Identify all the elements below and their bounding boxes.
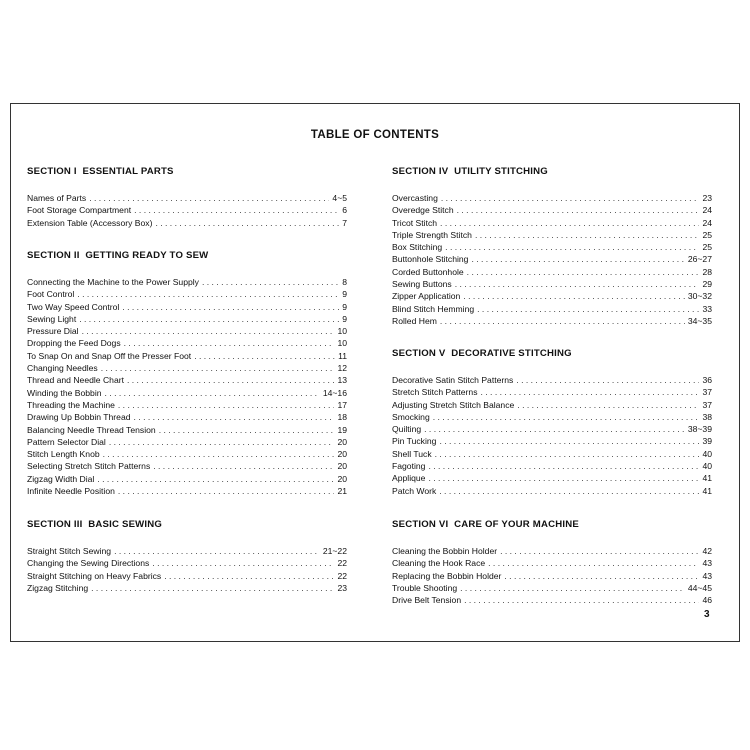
toc-entry-label: Trouble Shooting	[392, 582, 458, 593]
dot-leader	[440, 316, 685, 326]
dot-leader	[516, 375, 699, 385]
toc-entry	[27, 289, 347, 301]
toc-entry-label: Dropping the Feed Dogs	[27, 338, 121, 349]
dot-leader	[481, 387, 700, 397]
toc-entry	[27, 461, 347, 473]
toc-entry-page: 28	[702, 266, 712, 277]
toc-entry	[392, 218, 712, 230]
toc-entry	[27, 546, 347, 558]
entry-list	[392, 193, 712, 328]
page-title: TABLE OF CONTENTS	[310, 129, 440, 141]
toc-entry	[27, 412, 347, 424]
dot-leader	[79, 314, 339, 324]
toc-entry-page: 19	[337, 424, 347, 435]
toc-entry-label: Zipper Application	[392, 291, 461, 302]
dot-leader	[428, 461, 699, 471]
toc-entry	[27, 302, 347, 314]
section-number: SECTION III	[27, 519, 83, 530]
toc-entry	[392, 486, 712, 498]
dot-leader	[82, 326, 335, 336]
section-title: ESSENTIAL PARTS	[82, 166, 174, 177]
toc-entry-page: 29	[702, 279, 712, 290]
toc-entry-label: Selecting Stretch Stitch Patterns	[27, 461, 151, 472]
toc-entry	[392, 461, 712, 473]
toc-entry-page: 6	[342, 205, 347, 216]
section-number: SECTION VI	[392, 519, 449, 530]
dot-leader	[435, 449, 700, 459]
dot-leader	[488, 558, 699, 568]
toc-entry-page: 42	[702, 546, 712, 556]
toc-entry-label: Patch Work	[392, 485, 437, 496]
toc-entry-label: Drawing Up Bobbin Thread	[27, 412, 131, 423]
toc-entry	[392, 230, 712, 242]
dot-leader	[91, 583, 334, 593]
toc-entry-label: Balancing Needle Thread Tension	[27, 424, 156, 435]
dot-leader	[441, 193, 700, 203]
dot-leader	[504, 571, 699, 581]
toc-entry-page: 25	[702, 242, 712, 253]
toc-entry-page: 43	[702, 570, 712, 581]
toc-entry-label: Applique	[392, 473, 426, 484]
dot-leader	[202, 277, 339, 287]
toc-entry	[27, 277, 347, 289]
dot-leader	[118, 400, 335, 410]
dot-leader	[433, 412, 700, 422]
dot-leader	[152, 558, 334, 568]
toc-entry-page: 21~22	[322, 546, 347, 556]
toc-entry	[392, 375, 712, 387]
toc-entry-label: Pressure Dial	[27, 326, 79, 337]
toc-entry-label: Decorative Satin Stitch Patterns	[392, 375, 514, 385]
toc-entry	[27, 205, 347, 217]
toc-entry-page: 21	[337, 486, 347, 497]
toc-entry	[27, 338, 347, 350]
toc-entry	[392, 473, 712, 485]
toc-entry-label: Winding the Bobbin	[27, 387, 102, 398]
toc-entry-page: 13	[337, 375, 347, 386]
toc-entry	[27, 571, 347, 583]
toc-entry	[392, 595, 712, 607]
toc-entry-page: 38	[702, 411, 712, 422]
toc-entry-page: 33	[702, 303, 712, 314]
toc-entry	[27, 583, 347, 595]
dot-leader	[439, 436, 699, 446]
toc-entry-page: 22	[337, 570, 347, 581]
toc-entry	[392, 558, 712, 570]
dot-leader	[463, 291, 685, 301]
dot-leader	[101, 363, 335, 373]
section-2	[27, 250, 347, 498]
toc-entry-page: 10	[337, 338, 347, 349]
toc-entry-label: Cleaning the Bobbin Holder	[392, 546, 498, 556]
toc-entry-label: Buttonhole Stitching	[392, 254, 469, 265]
toc-entry	[392, 205, 712, 217]
toc-entry-label: Pin Tucking	[392, 436, 437, 447]
dot-leader	[122, 302, 339, 312]
toc-entry-page: 23	[702, 193, 712, 203]
section-number: SECTION IV	[392, 166, 449, 177]
section-heading	[392, 519, 712, 533]
toc-entry	[392, 387, 712, 399]
toc-entry	[392, 571, 712, 583]
entry-list	[27, 193, 347, 230]
toc-entry-page: 38~39	[687, 424, 712, 435]
dot-leader	[460, 583, 685, 593]
toc-entry	[392, 424, 712, 436]
toc-entry-page: 44~45	[687, 582, 712, 593]
toc-entry	[392, 546, 712, 558]
dot-leader	[153, 461, 334, 471]
dot-leader	[109, 437, 335, 447]
section-title: GETTING READY TO SEW	[85, 250, 209, 261]
dot-leader	[105, 388, 320, 398]
toc-entry	[392, 267, 712, 279]
dot-leader	[464, 595, 699, 605]
toc-entry-page: 11	[338, 350, 347, 361]
toc-entry-page: 39	[702, 436, 712, 447]
section-1	[27, 166, 347, 230]
toc-entry	[27, 425, 347, 437]
section-title: CARE OF YOUR MACHINE	[454, 519, 579, 530]
toc-entry-label: Drive Belt Tension	[392, 595, 462, 606]
toc-entry-label: Quilting	[392, 424, 422, 435]
toc-entry-label: Sewing Light	[27, 313, 77, 324]
toc-entry	[392, 291, 712, 303]
toc-entry-page: 12	[337, 363, 347, 374]
toc-entry-label: Box Stitching	[392, 242, 443, 253]
toc-entry-page: 34~35	[687, 315, 712, 326]
dot-leader	[77, 289, 339, 299]
section-5	[392, 348, 712, 498]
toc-entry-page: 9	[342, 301, 347, 312]
toc-entry	[392, 583, 712, 595]
entry-list	[392, 375, 712, 498]
toc-entry-page: 24	[702, 205, 712, 216]
dot-leader	[467, 267, 700, 277]
toc-entry	[27, 193, 347, 205]
toc-entry-label: Changing the Sewing Directions	[27, 558, 150, 569]
toc-entry-label: Foot Storage Compartment	[27, 205, 132, 216]
toc-entry-label: Tricot Stitch	[392, 217, 438, 228]
toc-entry-page: 25	[702, 229, 712, 240]
toc-entry-page: 14~16	[322, 387, 347, 398]
toc-entry-page: 10	[337, 326, 347, 337]
toc-entry	[27, 351, 347, 363]
section-6	[392, 519, 712, 607]
toc-entry	[27, 400, 347, 412]
section-heading	[392, 348, 712, 362]
toc-entry-page: 20	[337, 461, 347, 472]
toc-entry-label: Stretch Stitch Patterns	[392, 387, 478, 398]
toc-entry-label: Infinite Needle Position	[27, 486, 115, 497]
toc-entry-page: 4~5	[332, 193, 347, 203]
toc-entry-label: Adjusting Stretch Stitch Balance	[392, 399, 515, 410]
entry-list	[27, 277, 347, 498]
toc-entry-page: 24	[702, 217, 712, 228]
toc-entry-page: 36	[702, 375, 712, 385]
dot-leader	[103, 449, 335, 459]
toc-entry	[392, 316, 712, 328]
section-3	[27, 519, 347, 595]
toc-entry-page: 30~32	[687, 291, 712, 302]
toc-entry-label: Zigzag Width Dial	[27, 473, 95, 484]
dot-leader	[500, 546, 699, 556]
dot-leader	[127, 375, 334, 385]
section-4	[392, 166, 712, 328]
section-title: BASIC SEWING	[88, 519, 163, 530]
toc-entry-label: Thread and Needle Chart	[27, 375, 124, 386]
toc-entry	[392, 242, 712, 254]
toc-entry-label: Smocking	[392, 411, 430, 422]
dot-leader	[134, 205, 339, 215]
dot-leader	[194, 351, 335, 361]
toc-entry	[27, 326, 347, 338]
dot-leader	[155, 218, 339, 228]
toc-entry-page: 43	[702, 558, 712, 569]
toc-entry-label: Stitch Length Knob	[27, 449, 100, 460]
toc-entry-page: 40	[702, 461, 712, 472]
toc-entry-page: 7	[342, 217, 347, 228]
toc-entry-label: Cleaning the Hook Race	[392, 558, 486, 569]
toc-entry-page: 18	[337, 412, 347, 423]
dot-leader	[114, 546, 320, 556]
dot-leader	[428, 473, 699, 483]
toc-entry	[392, 412, 712, 424]
toc-entry-page: 41	[702, 485, 712, 496]
toc-entry-page: 9	[342, 313, 347, 324]
toc-entry-label: Fagoting	[392, 461, 426, 472]
toc-entry-page: 46	[702, 595, 712, 606]
dot-leader	[439, 486, 699, 496]
toc-entry	[27, 558, 347, 570]
toc-entry-page: 22	[337, 558, 347, 569]
toc-entry-label: Corded Buttonhole	[392, 266, 464, 277]
dot-leader	[164, 571, 334, 581]
toc-entry-page: 26~27	[687, 254, 712, 265]
dot-leader	[457, 205, 700, 215]
toc-entry	[27, 449, 347, 461]
section-number: SECTION II	[27, 250, 80, 261]
entry-list	[392, 546, 712, 607]
toc-entry	[392, 279, 712, 291]
section-heading	[27, 250, 347, 264]
toc-entry-label: Threading the Machine	[27, 399, 115, 410]
section-heading	[27, 166, 347, 180]
toc-entry	[27, 437, 347, 449]
dot-leader	[440, 218, 699, 228]
toc-entry-label: Names of Parts	[27, 193, 87, 203]
toc-entry-label: Straight Stitch Sewing	[27, 546, 112, 556]
section-heading	[27, 519, 347, 533]
toc-entry	[392, 304, 712, 316]
toc-entry-label: Blind Stitch Hemming	[392, 303, 475, 314]
toc-entry	[392, 254, 712, 266]
dot-leader	[89, 193, 329, 203]
dot-leader	[475, 230, 700, 240]
toc-entry	[392, 193, 712, 205]
dot-leader	[471, 254, 684, 264]
toc-entry-page: 17	[337, 399, 347, 410]
toc-entry-label: Replacing the Bobbin Holder	[392, 570, 502, 581]
toc-entry-page: 37	[702, 387, 712, 398]
toc-entry-label: Pattern Selector Dial	[27, 436, 106, 447]
entry-list	[27, 546, 347, 595]
toc-entry	[392, 436, 712, 448]
toc-entry	[27, 314, 347, 326]
toc-entry	[392, 449, 712, 461]
toc-entry	[27, 486, 347, 498]
dot-leader	[159, 425, 335, 435]
dot-leader	[97, 474, 334, 484]
toc-entry-label: Overcasting	[392, 193, 438, 203]
toc-entry-label: Triple Strength Stitch	[392, 229, 472, 240]
toc-entry-label: Foot Control	[27, 289, 75, 300]
dot-leader	[124, 338, 335, 348]
toc-entry-page: 37	[702, 399, 712, 410]
toc-entry	[27, 388, 347, 400]
dot-leader	[477, 304, 699, 314]
dot-leader	[134, 412, 335, 422]
toc-entry-label: Two Way Speed Control	[27, 301, 120, 312]
toc-entry-label: Sewing Buttons	[392, 279, 452, 290]
section-title: DECORATIVE STITCHING	[451, 348, 572, 359]
toc-entry-page: 41	[702, 473, 712, 484]
section-heading	[392, 166, 712, 180]
dot-leader	[424, 424, 685, 434]
toc-entry-label: Changing Needles	[27, 363, 98, 374]
toc-entry-label: Shell Tuck	[392, 448, 432, 459]
dot-leader	[118, 486, 335, 496]
toc-entry-label: Overedge Stitch	[392, 205, 454, 216]
page-number: 3	[704, 609, 710, 620]
toc-entry-page: 20	[337, 449, 347, 460]
section-number: SECTION I	[27, 166, 77, 177]
toc-entry-label: To Snap On and Snap Off the Presser Foot	[27, 350, 192, 361]
toc-entry-page: 20	[337, 436, 347, 447]
toc-entry	[27, 218, 347, 230]
toc-entry	[27, 375, 347, 387]
toc-entry	[27, 363, 347, 375]
toc-entry-page: 8	[342, 277, 347, 287]
toc-entry-page: 20	[337, 473, 347, 484]
toc-entry-page: 9	[342, 289, 347, 300]
toc-entry-label: Extension Table (Accessory Box)	[27, 217, 153, 228]
dot-leader	[517, 400, 699, 410]
toc-entry-label: Straight Stitching on Heavy Fabrics	[27, 570, 162, 581]
toc-entry	[27, 474, 347, 486]
toc-entry	[392, 400, 712, 412]
section-number: SECTION V	[392, 348, 446, 359]
toc-entry-page: 23	[337, 582, 347, 593]
toc-entry-page: 40	[702, 448, 712, 459]
toc-entry-label: Zigzag Stitching	[27, 582, 89, 593]
dot-leader	[445, 242, 699, 252]
section-title: UTILITY STITCHING	[454, 166, 548, 177]
dot-leader	[455, 279, 700, 289]
toc-entry-label: Connecting the Machine to the Power Supply	[27, 277, 199, 287]
toc-entry-label: Rolled Hem	[392, 315, 437, 326]
